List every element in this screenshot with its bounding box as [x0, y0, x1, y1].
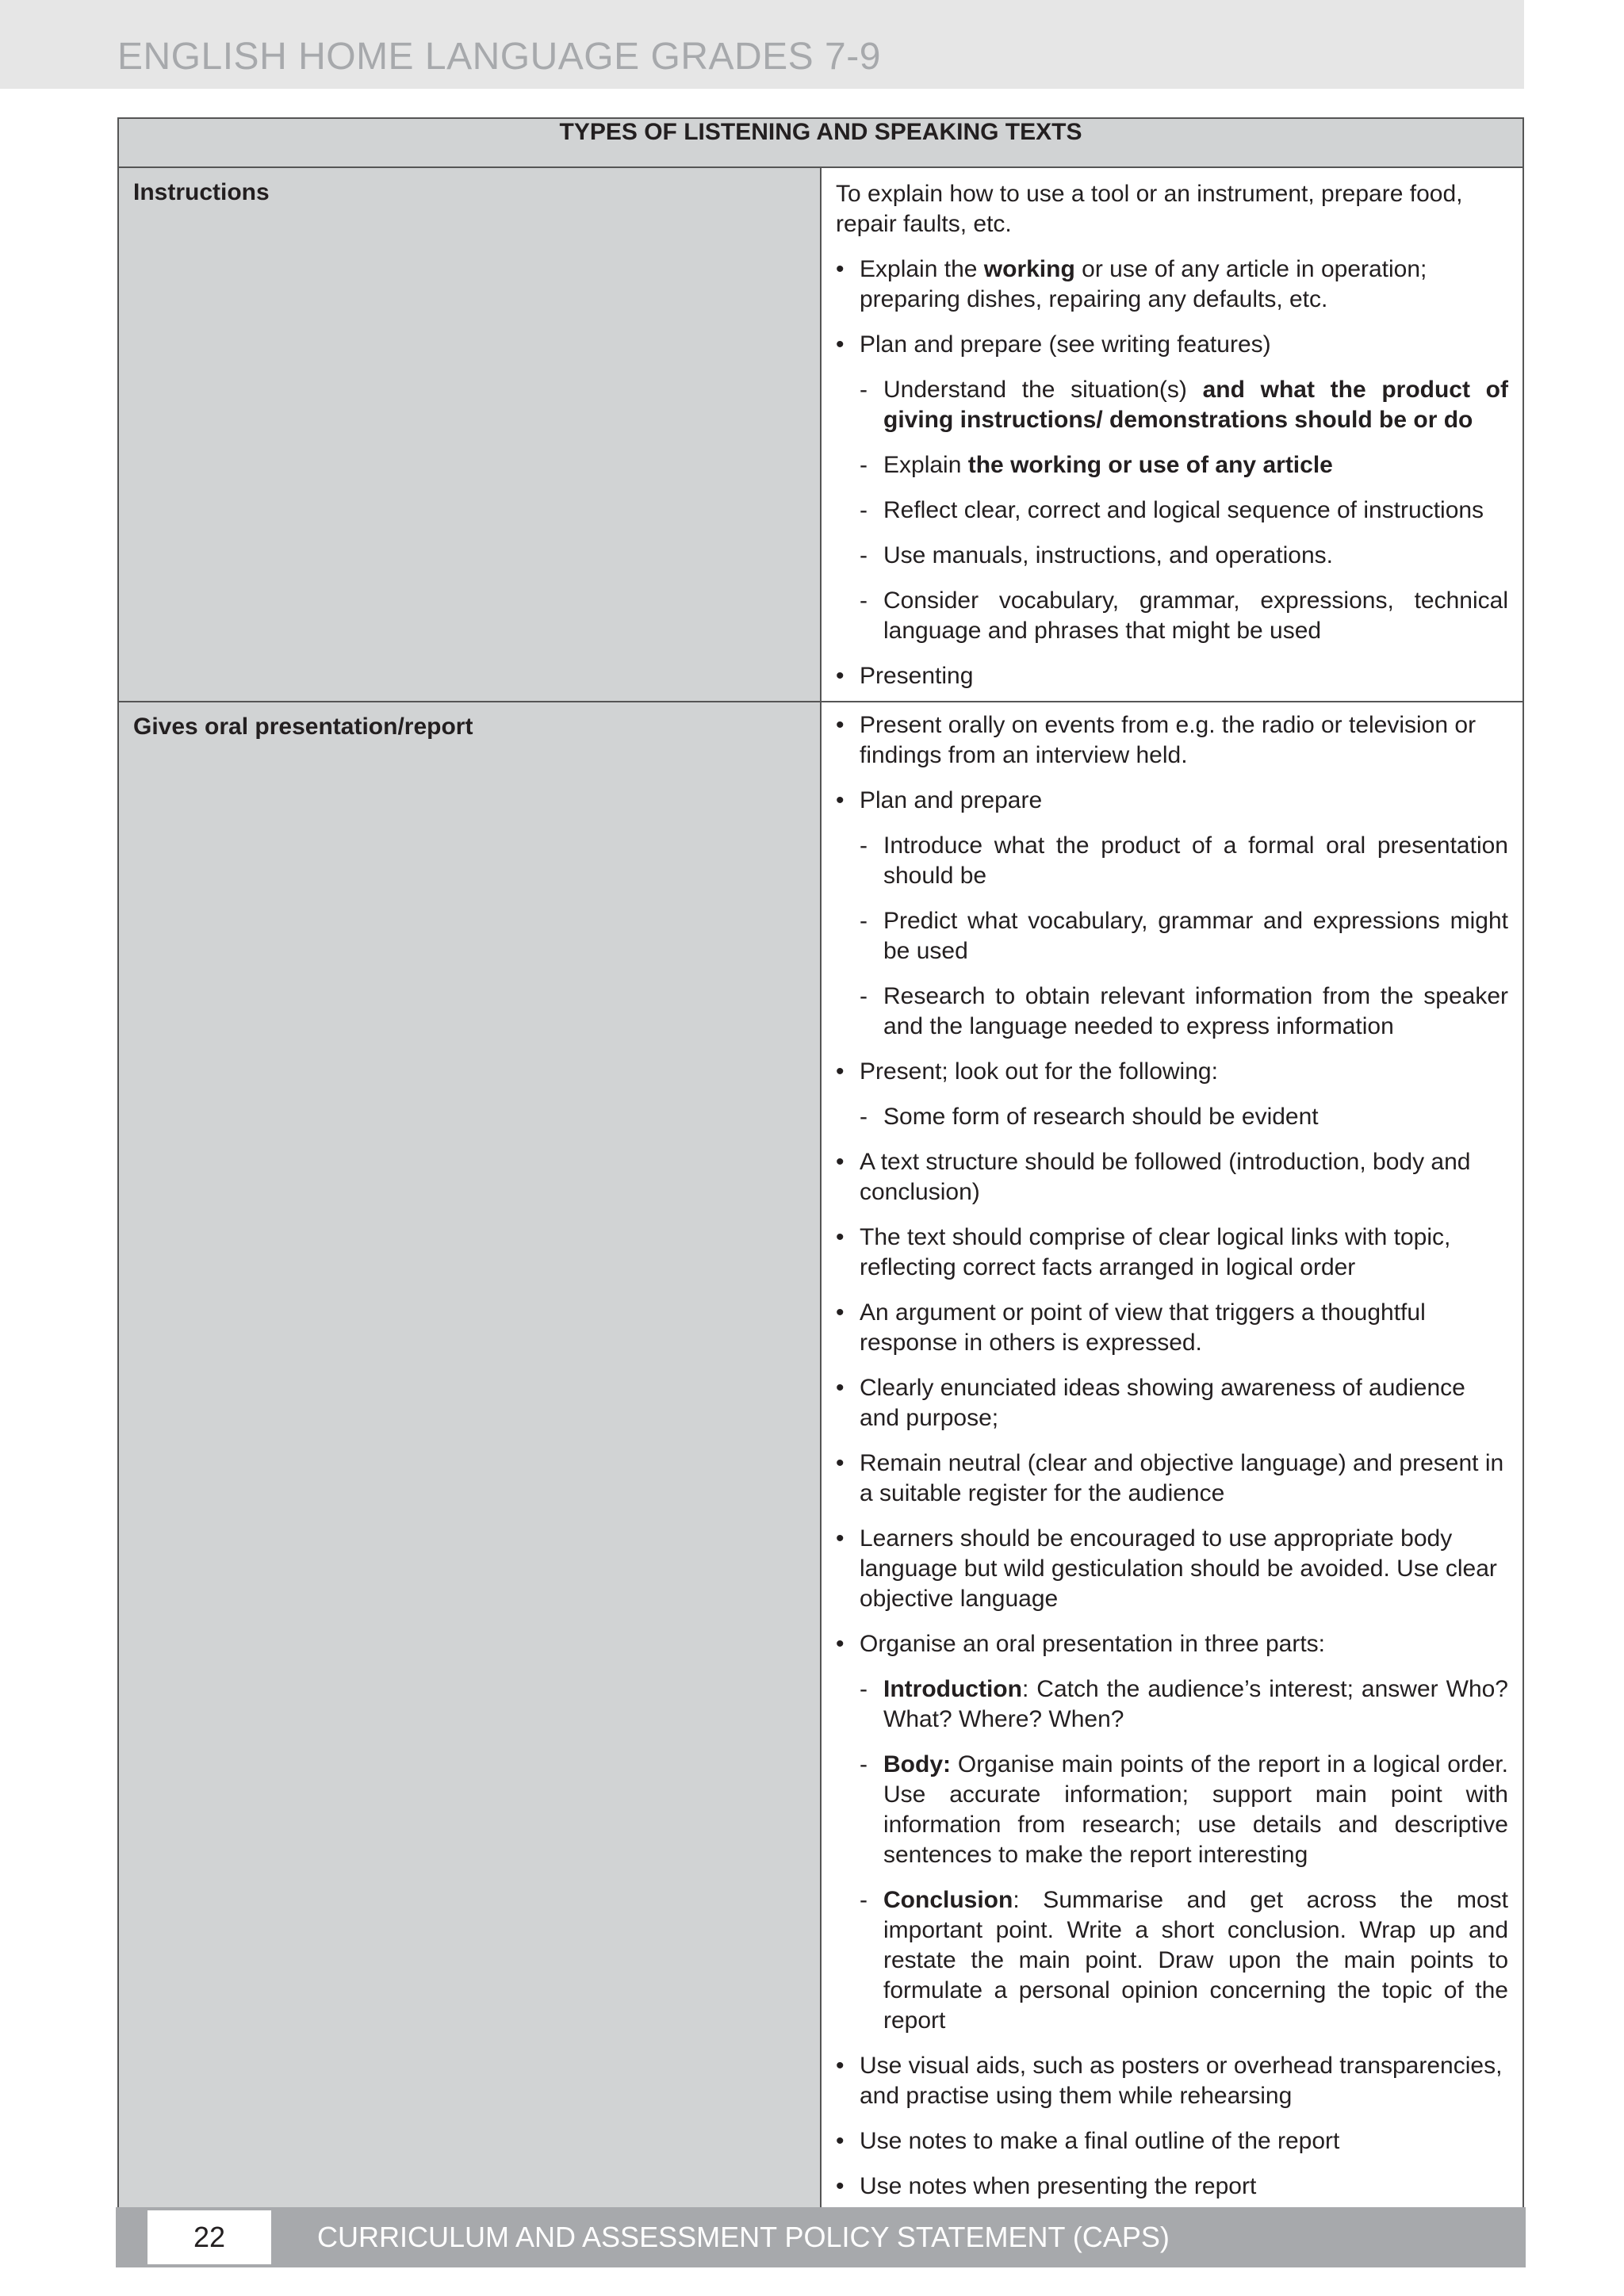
bold-text: Conclusion [883, 1887, 1013, 1913]
text: : Catch the audience’s interest; answer Who? What? Where? When? [883, 1676, 1508, 1732]
sub-item [836, 906, 1508, 966]
sub-item [836, 982, 1508, 1042]
text: Remain neutral (clear and objective language) and present in a suitable register for the audience [860, 1450, 1504, 1506]
text: Understand the situation(s) [883, 377, 1203, 403]
table-row [118, 702, 1523, 2212]
sub-item [836, 1102, 1508, 1132]
bullet-item [836, 1524, 1508, 1614]
text: or use of any article in operation; preparing dishes, repairing any defaults, etc. [860, 256, 1427, 312]
sub-item [836, 831, 1508, 891]
bullet-item [836, 1448, 1508, 1509]
text: An argument or point of view that triggers a thoughtful response in others is expressed. [860, 1299, 1426, 1356]
bullet-item [836, 1223, 1508, 1283]
row-content-oral-presentation [821, 702, 1523, 2212]
text: Present; look out for the following: [860, 1058, 1218, 1085]
running-header-title: ENGLISH HOME LANGUAGE GRADES 7-9 [117, 36, 881, 78]
text: Plan and prepare (see writing features) [860, 331, 1271, 358]
bullet-item [836, 1373, 1508, 1433]
bullet-item [836, 2172, 1508, 2202]
text: Use visual aids, such as posters or overhead transparencies, and practise using them while rehearsing [860, 2053, 1503, 2109]
bullet-item [836, 1298, 1508, 1358]
text: Use notes to make a final outline of the report [860, 2128, 1340, 2154]
bullet-item [836, 2051, 1508, 2111]
bullet-item [836, 1629, 1508, 1659]
text: Consider vocabulary, grammar, expressions, technical language and phrases that might be used [883, 587, 1508, 644]
bullet-item [836, 786, 1508, 816]
text: Introduce what the product of a formal oral presentation should be [883, 832, 1508, 889]
text: The text should comprise of clear logical links with topic, reflecting correct facts arranged in logical order [860, 1224, 1451, 1280]
text: To explain how to use a tool or an instrument, prepare food, repair faults, etc. [836, 181, 1463, 237]
text: Use manuals, instructions, and operations. [883, 542, 1333, 568]
sub-item [836, 496, 1508, 526]
text: Explain [883, 452, 968, 478]
text: Present orally on events from e.g. the radio or television or findings from an interview held. [860, 712, 1477, 768]
bullet-item [836, 2126, 1508, 2156]
text: Organise an oral presentation in three parts: [860, 1631, 1326, 1657]
bullet-item [836, 710, 1508, 771]
text: Research to obtain relevant information from the speaker and the language needed to express information [883, 983, 1508, 1039]
bullet-item [836, 330, 1508, 360]
bold-text: Body: [883, 1751, 951, 1777]
text: Predict what vocabulary, grammar and expressions might be used [883, 908, 1508, 964]
table-row [118, 167, 1523, 702]
table-title: TYPES OF LISTENING AND SPEAKING TEXTS [118, 118, 1523, 167]
text: Some form of research should be evident [883, 1104, 1319, 1130]
sub-item [836, 1750, 1508, 1870]
sub-item [836, 586, 1508, 646]
text: Presenting [860, 663, 974, 689]
page-number: 22 [147, 2210, 271, 2264]
text: : Summarise and get across the most important point. Write a short conclusion. Wrap up and restate the main point. Draw upon the main points to formulate a personal opinion concerning the topic of the report [883, 1887, 1508, 2034]
bullet-item [836, 1147, 1508, 1207]
bold-text: Introduction [883, 1676, 1022, 1702]
text: Learners should be encouraged to use appropriate body language but wild gesticulation should be avoided. Use clear objective language [860, 1525, 1497, 1612]
bullet-item [836, 1057, 1508, 1087]
intro-text [836, 179, 1508, 239]
sub-item [836, 541, 1508, 571]
bold-text: working [983, 256, 1075, 282]
row-label-instructions: Instructions [118, 167, 821, 702]
footer-title: CURRICULUM AND ASSESSMENT POLICY STATEMENT (CAPS) [317, 2221, 1170, 2253]
bold-text: and what the product of giving instructions/ demonstrations should be or do [883, 377, 1508, 433]
bullet-item [836, 254, 1508, 315]
text: Explain the [860, 256, 984, 282]
sub-item [836, 1885, 1508, 2036]
text: Plan and prepare [860, 787, 1043, 813]
text: A text structure should be followed (introduction, body and conclusion) [860, 1149, 1471, 1205]
text: Clearly enunciated ideas showing awareness of audience and purpose; [860, 1375, 1465, 1431]
text: Organise main points of the report in a logical order. Use accurate information; support main point with information from research; use details and descriptive sentences to make the report interesting [883, 1751, 1508, 1868]
listening-speaking-texts-table [117, 117, 1524, 2213]
sub-item [836, 450, 1508, 480]
bullet-item [836, 661, 1508, 691]
row-content-instructions [821, 167, 1523, 702]
text: Use notes when presenting the report [860, 2173, 1257, 2199]
sub-item [836, 1674, 1508, 1735]
bold-text: the working or use of any article [967, 452, 1333, 478]
row-label-oral-presentation: Gives oral presentation/report [118, 702, 821, 2212]
sub-item [836, 375, 1508, 435]
text: Reflect clear, correct and logical sequence of instructions [883, 497, 1484, 523]
